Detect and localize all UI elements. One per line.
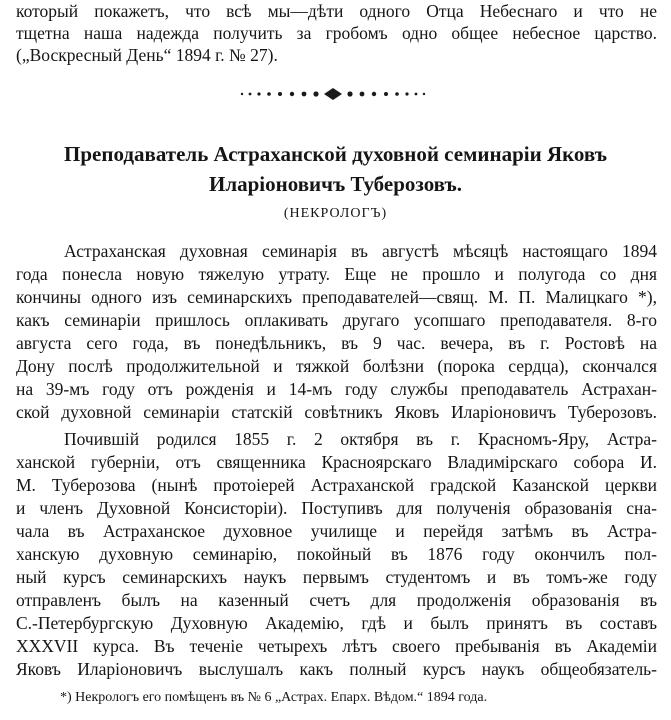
text-line: который покажетъ, что всѣ мы—дѣти одного Отца Небеснаго и что не [16, 1, 657, 21]
text-line: августа сего года, въ понедѣльникъ, въ 9 час. вечера, въ г. Ростовѣ на [16, 333, 657, 353]
text-line: XXXVII курса. Въ теченіе четырехъ лѣтъ своего пребыванія въ Академіи [16, 636, 657, 656]
text-line: года понесла новую тяжелую утрату. Еще не прошло и полугода со дня [16, 264, 657, 284]
text-line: Дону послѣ продолжительной и тяжкой болѣзни (порока сердца), скончался [16, 356, 657, 376]
text-line: Почившій родился 1855 г. 2 октября въ г. Красномъ-Яру, Астра- [64, 429, 657, 449]
citation-line: („Воскресный День“ 1894 г. № 27). [16, 45, 278, 65]
text-line: Яковъ Иларіоновичъ выслушалъ какъ полный курсъ наукъ общеобязатель- [16, 659, 657, 679]
text-line: С.-Петербургскую Духовную Академію, гдѣ и былъ принятъ въ составъ [16, 613, 657, 633]
text-line: ской духовной семинаріи статскій совѣтникъ Яковъ Иларіоновичъ Туберозовъ. [16, 402, 657, 422]
article-title-line-1: Преподаватель Астраханской духовной семинаріи Яковъ [64, 142, 607, 166]
text-line: ханской губерніи, отъ священника Краснoярскаго Владимірскаго собора И. [16, 452, 657, 472]
text-line: ный курсъ семинарскихъ наукъ первымъ студентомъ и въ томъ-же году [16, 567, 657, 587]
text-line: кончины одного изъ семинарскихъ преподавателей—свящ. М. П. Малицкаго *), [16, 287, 657, 307]
text-line: М. Туберозова (нынѣ протоіерей Астраханской градской Казанской церкви [16, 475, 657, 495]
text-line: Астраханская духовная семинарія въ августѣ мѣсяцѣ настоящаго 1894 [64, 241, 657, 261]
text-line: и членъ Духовной Консисторіи). Поступивъ для полученія образованія сна- [16, 498, 657, 518]
text-line: ханскую духовную семинарію, покойный въ 1876 году окончилъ пол- [16, 544, 657, 564]
text-line: чала въ Астраханское духовное училище и перейдя затѣмъ въ Астра- [16, 521, 657, 541]
text-line: отправленъ былъ на казенный счетъ для продолженія образованія въ [16, 590, 657, 610]
text-line: на 39-мъ году отъ рожденія и 14-мъ году службы преподаватель Астрахан- [16, 379, 657, 399]
article-subtitle: (НЕКРОЛОГЪ) [283, 206, 388, 221]
ornament-divider [238, 86, 428, 102]
article-title-line-2: Иларіоновичъ Туберозовъ. [209, 172, 462, 196]
footnote: *) Некрологъ его помѣщенъ въ № 6 „Астрах. Епарх. Вѣдом.“ 1894 года. [60, 690, 488, 705]
text-line: какъ семинаріи пришлось оплакивать другаго усопшаго преподавателя. 8-го [16, 310, 657, 330]
text-line: тщетна наша надежда получить за гробомъ одно общее небесное царство. [16, 23, 657, 43]
